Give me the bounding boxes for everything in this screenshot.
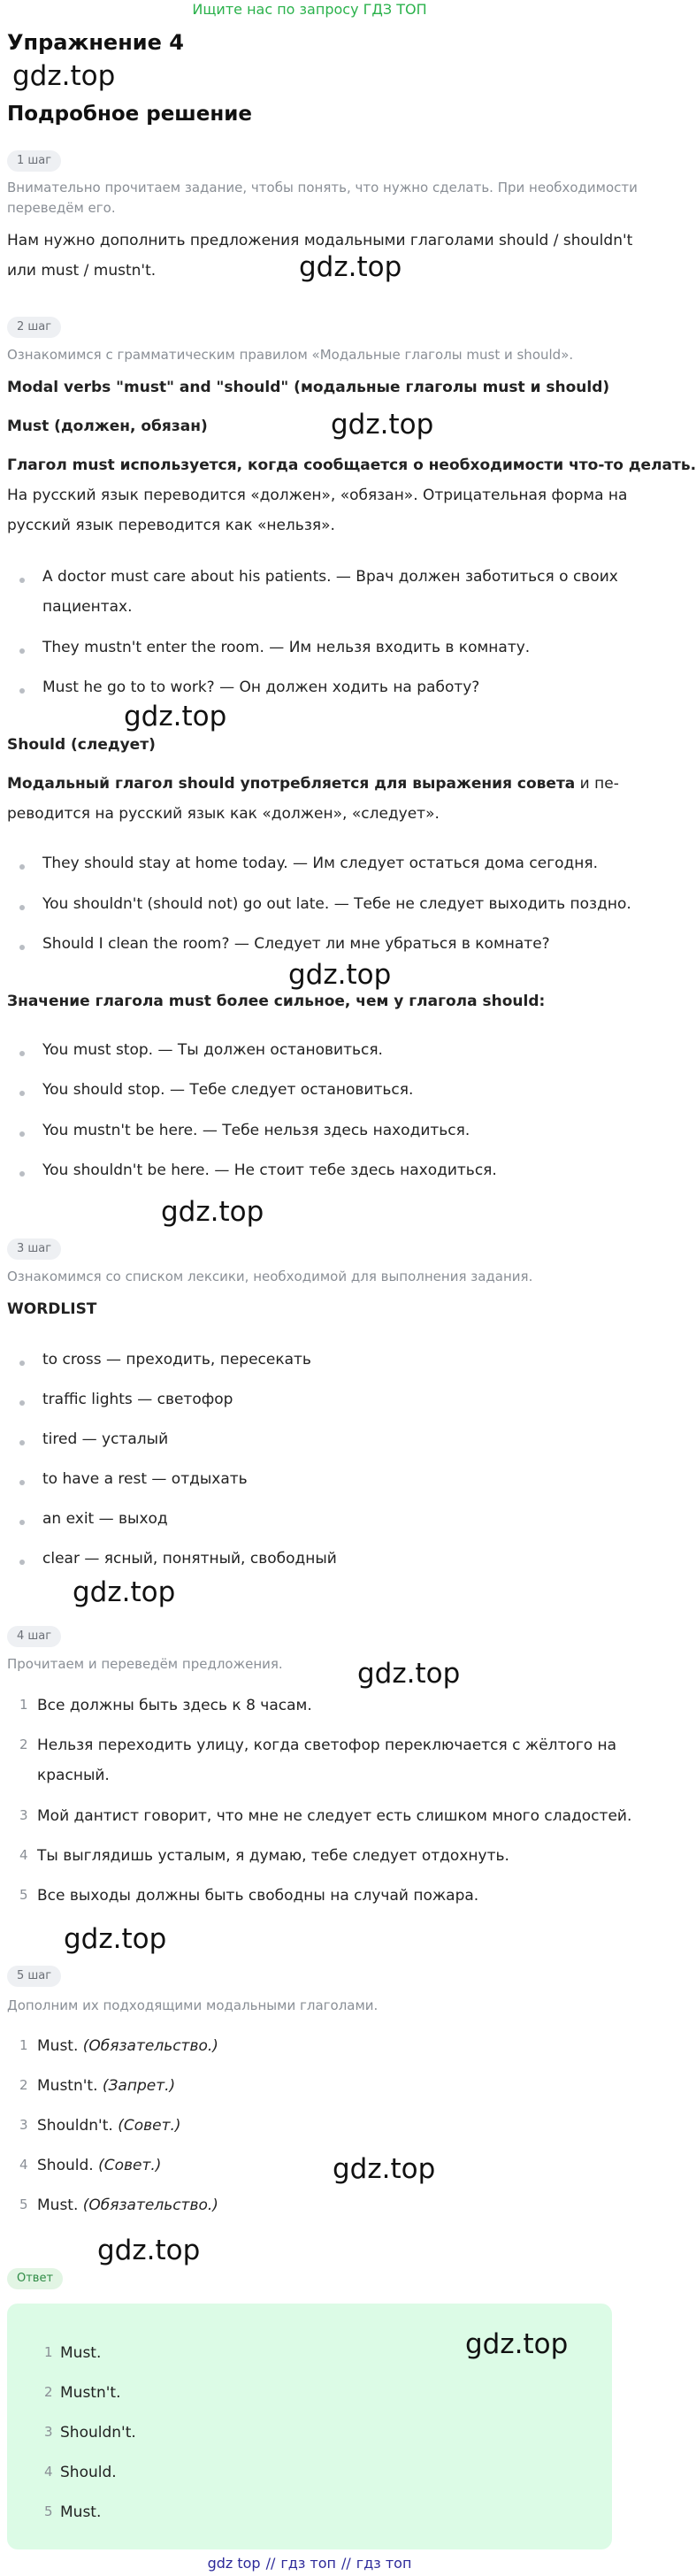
answer-item: Shouldn't. — [60, 2424, 136, 2442]
answer-line — [37, 2077, 175, 2095]
page-title: Упражнение 4 — [7, 30, 184, 55]
item-number: 1 — [19, 2037, 28, 2053]
rule-text — [7, 775, 619, 793]
word-item: traffic lights — светофор — [42, 1391, 233, 1408]
item-number: 5 — [19, 1887, 28, 1903]
word-item: clear — ясный, понятный, свободный — [42, 1550, 337, 1568]
modal-note: (Совет.) — [118, 2117, 181, 2135]
step-badge: 2 шаг — [7, 317, 61, 338]
example-text: You must stop. — Ты должен остановиться. — [42, 1041, 383, 1059]
modal-note: (Совет.) — [98, 2157, 162, 2174]
watermark: gdz.top — [333, 2153, 436, 2185]
footer — [0, 2551, 619, 2576]
sentence-text: красный. — [37, 1767, 110, 1784]
footer-separator: // — [265, 2555, 276, 2572]
step-text: Прочитаем и переведём предложения. — [7, 1656, 283, 1672]
section-heading: Should (следует) — [7, 736, 156, 754]
bullet — [19, 1560, 25, 1565]
modal-word: Mustn't. — [37, 2077, 98, 2095]
watermark: gdz.top — [97, 2235, 201, 2266]
bullet — [19, 1400, 25, 1406]
task-text: или must / mustn't. — [7, 262, 157, 280]
bullet — [19, 1520, 25, 1525]
watermark: gdz.top — [12, 60, 116, 92]
bullet — [19, 1440, 25, 1445]
bullet — [19, 1171, 25, 1177]
modal-note: (Обязательство.) — [82, 2196, 218, 2214]
item-number: 2 — [44, 2384, 53, 2400]
answer-line — [37, 2037, 218, 2055]
example-text: You shouldn't (should not) go out late. — Тебе не следует выходить поздно. — [42, 895, 631, 913]
bullet — [19, 1091, 25, 1096]
rule-text: Глагол must используется, когда сообщается о необходимости что-то делать. — [7, 456, 696, 474]
modal-word: Shouldn't. — [37, 2117, 113, 2135]
rule-text: русский язык переводится как «нельзя». — [7, 517, 335, 534]
modal-word: Must. — [37, 2196, 79, 2214]
section-heading: Must (должен, обязан) — [7, 418, 208, 435]
footer-link[interactable]: gdz top — [207, 2555, 261, 2572]
watermark: gdz.top — [64, 1923, 167, 1955]
bullet — [19, 578, 25, 583]
answer-box — [7, 2304, 612, 2549]
footer-link[interactable]: гдз топ — [356, 2555, 412, 2572]
item-number: 3 — [44, 2424, 53, 2440]
step-badge: 5 шаг — [7, 1966, 61, 1987]
item-number: 2 — [19, 2077, 28, 2093]
watermark: gdz.top — [288, 959, 392, 991]
bullet — [19, 648, 25, 654]
sentence-text: Ты выглядишь усталым, я думаю, тебе следует отдохнуть. — [37, 1847, 509, 1865]
bullet — [19, 688, 25, 694]
footer-link[interactable]: гдз топ — [280, 2555, 336, 2572]
item-number: 3 — [19, 1807, 28, 1823]
item-number: 1 — [19, 1697, 28, 1713]
watermark: gdz.top — [161, 1196, 264, 1228]
step-badge: 1 шаг — [7, 150, 61, 172]
step-text: Внимательно прочитаем задание, чтобы понять, что нужно сделать. При необходимости — [7, 180, 638, 196]
watermark: gdz.top — [331, 409, 434, 441]
bullet — [19, 1361, 25, 1366]
example-text: A doctor must care about his patients. — Врач должен заботиться о своих — [42, 568, 618, 586]
example-text: They should stay at home today. — Им следует остаться дома сегодня. — [42, 855, 599, 872]
section-heading: Modal verbs "must" and "should" (модальные глаголы must и should) — [7, 379, 610, 396]
watermark: gdz.top — [299, 251, 402, 283]
word-item: tired — усталый — [42, 1430, 169, 1448]
example-text: You shouldn't be here. — Не стоит тебе здесь находиться. — [42, 1162, 497, 1179]
example-text: You should stop. — Тебе следует остановиться. — [42, 1081, 414, 1099]
sentence-text: Мой дантист говорит, что мне не следует есть слишком много сладостей. — [37, 1807, 632, 1825]
answer-line — [37, 2117, 181, 2135]
step-text: переведём его. — [7, 200, 116, 216]
answer-item: Should. — [60, 2464, 117, 2481]
item-number: 4 — [19, 2157, 28, 2173]
item-number: 3 — [19, 2117, 28, 2133]
modal-note: (Запрет.) — [102, 2077, 176, 2095]
bullet — [19, 905, 25, 910]
item-number: 1 — [44, 2344, 53, 2360]
modal-word: Should. — [37, 2157, 94, 2174]
word-item: to cross — преходить, пересекать — [42, 1351, 311, 1368]
watermark: gdz.top — [465, 2328, 569, 2360]
rule-tail: и пе- — [575, 775, 619, 793]
word-item: to have a rest — отдыхать — [42, 1470, 248, 1488]
item-number: 4 — [19, 1847, 28, 1863]
sentence-text: Все выходы должны быть свободны на случай пожара. — [37, 1887, 479, 1905]
wordlist-heading: WORDLIST — [7, 1300, 97, 1318]
item-number: 4 — [44, 2464, 53, 2480]
rule-text: реводится на русский язык как «должен», «следует». — [7, 805, 440, 823]
bullet — [19, 1131, 25, 1137]
answer-line — [37, 2196, 218, 2214]
modal-note: (Обязательство.) — [82, 2037, 218, 2055]
example-text: They mustn't enter the room. — Им нельзя входить в комнату. — [42, 639, 531, 656]
sentence-text: Нельзя переходить улицу, когда светофор переключается с жёлтого на — [37, 1736, 617, 1754]
section-heading: Значение глагола must более сильное, чем у глагола should: — [7, 993, 546, 1010]
bullet — [19, 864, 25, 870]
item-number: 2 — [19, 1736, 28, 1752]
example-text: You mustn't be here. — Тебе нельзя здесь находиться. — [42, 1122, 470, 1139]
bullet — [19, 1051, 25, 1056]
step-text: Дополним их подходящими модальными глаголами. — [7, 1997, 379, 2013]
solution-heading: Подробное решение — [7, 103, 252, 126]
answer-item: Must. — [60, 2344, 102, 2362]
example-text: Should I clean the room? — Следует ли мне убраться в комнате? — [42, 935, 550, 953]
rule-text: На русский язык переводится «должен», «обязан». Отрицательная форма на — [7, 487, 628, 504]
step-badge: 3 шаг — [7, 1238, 61, 1260]
task-text: Нам нужно дополнить предложения модальными глаголами should / shouldn't — [7, 232, 633, 249]
word-item: an exit — выход — [42, 1510, 168, 1528]
modal-word: Must. — [37, 2037, 79, 2055]
watermark: gdz.top — [357, 1658, 461, 1690]
step-text: Ознакомимся со списком лексики, необходимой для выполнения задания. — [7, 1269, 533, 1284]
sentence-text: Все должны быть здесь к 8 часам. — [37, 1697, 312, 1714]
answer-line — [37, 2157, 161, 2174]
answer-badge: Ответ — [7, 2268, 63, 2289]
watermark: gdz.top — [124, 701, 227, 732]
step-badge: 4 шаг — [7, 1626, 61, 1647]
watermark: gdz.top — [73, 1576, 176, 1608]
answer-item: Must. — [60, 2503, 102, 2521]
answer-item: Mustn't. — [60, 2384, 121, 2402]
example-text: пациентах. — [42, 598, 133, 616]
bullet — [19, 1480, 25, 1485]
item-number: 5 — [19, 2196, 28, 2212]
bullet — [19, 945, 25, 950]
example-text: Must he go to to work? — Он должен ходить на работу? — [42, 678, 480, 696]
rule-bold: Модальный глагол should употребляется для выражения совета — [7, 775, 576, 793]
item-number: 5 — [44, 2503, 53, 2519]
top-banner[interactable]: Ищите нас по запросу ГДЗ ТОП — [192, 1, 427, 18]
step-text: Ознакомимся с грамматическим правилом «Модальные глаголы must и should». — [7, 347, 574, 363]
footer-separator: // — [341, 2555, 351, 2572]
